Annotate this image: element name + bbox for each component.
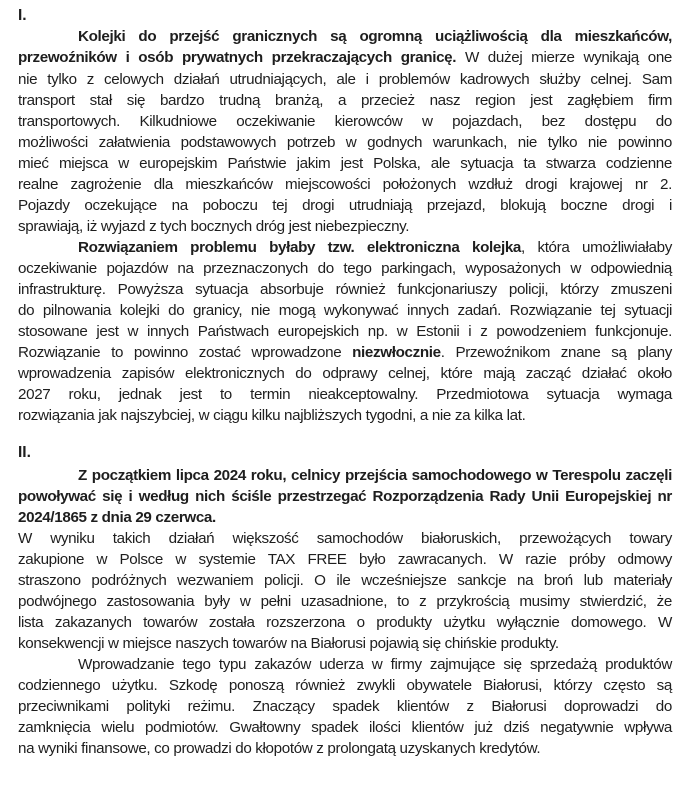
text-line: podwójnego zastosowania były w pełni uzasadnione, to z przykrością musimy stwierdzić, że [18, 592, 672, 610]
text: Rozwiązanie to powinno zostać wprowadzone [18, 343, 353, 361]
text: , która umożliwiałaby [521, 238, 672, 256]
text-line: Kolejki do przejść granicznych są ogromną uciążliwością dla mieszkańców, [78, 28, 672, 46]
bold-text: niezwłocznie [352, 343, 441, 361]
text-line: zamknięcia wielu podmiotów. Gwałtowny spadek ilości klientów już dziś negatywnie wpływa [18, 718, 672, 736]
section-1-heading: I. [18, 7, 27, 25]
text-line: konsekwencji w miejsce naszych towarów na Białorusi pojawią się chińskie produkty. [18, 634, 559, 652]
text-line: lista zakazanych towarów została rozszerzona o produkty użytku wyłącznie domowego. W [18, 613, 672, 631]
text-line: realne zagrożenie dla mieszkańców miejscowości położonych wzdłuż drogi krajowej nr 2. [18, 175, 672, 193]
text-line: transportowych. Kilkudniowe oczekiwanie kierowców w pojazdach, bez dostępu do [18, 112, 672, 130]
text-line: codziennego użytku. Szkodę ponoszą również zwykli obywatele Białorusi, którzy często są [18, 676, 672, 694]
bold-text: Rozwiązaniem problemu byłaby tzw. elektroniczna kolejka [78, 238, 522, 256]
text-line: infrastrukturę. Powyższa sytuacja absorbuje również funkcjonariuszy policji, którzy zmuszeni [18, 280, 672, 298]
text-line: do pilnowania kolejki do granicy, nie mogą wykonywać innych zadań. Rozwiązanie tej sytuacji [18, 301, 672, 319]
text-line: powoływać się i według nich ściśle przestrzegać Rozporządzenia Rady Unii Europejskiej nr [18, 487, 672, 505]
text-line [18, 47, 672, 69]
text-line: stosowane jest w innych Państwach europejskich np. w Estonii i z powodzeniem funkcjonuje. [18, 322, 672, 340]
text-line: Wprowadzanie tego typu zakazów uderza w firmy zajmujące się sprzedażą produktów [78, 655, 672, 673]
section-2-heading: II. [18, 444, 31, 462]
text-line: Pojazdy oczekujące na poboczu tej drogi utrudniają przejazd, blokują boczne drogi i [18, 196, 672, 214]
text-line: zakupione w Polsce w systemie TAX FREE było zawracanych. W razie próby odmowy [18, 550, 672, 568]
text: W dużej mierze wynikają one [456, 49, 673, 67]
text-line: Z początkiem lipca 2024 roku, celnicy przejścia samochodowego w Terespolu zaczęli [78, 466, 672, 484]
text-line: na wyniki finansowe, co prowadzi do kłopotów z prolongatą uzyskanych kredytów. [18, 740, 541, 757]
text-line: transport stał się bardzo trudną branżą, a przecież nasz region jest zagłębiem firm [18, 91, 672, 109]
text-line: W wyniku takich działań większość samochodów białoruskich, przewożących towary [18, 529, 672, 547]
text-line [78, 237, 672, 259]
text-line: nie tylko z celowych działań utrudniających, ale i problemów kadrowych służby celnej. Sam [18, 70, 672, 88]
text-line: 2027 roku, jednak jest to termin nieakceptowalny. Przedmiotowa sytuacja wymaga [18, 385, 672, 403]
text-line: wprowadzenia zapisów elektronicznych do odprawy celnej, które mają zacząć działać około [18, 364, 672, 382]
text-line: przeciwnikami polityki reżimu. Znaczący spadek klientów z Białorusi doprowadzi do [18, 697, 672, 715]
text-line: 2024/1865 z dnia 29 czerwca. [18, 508, 216, 526]
text: . Przewoźnikom znane są plany [440, 343, 672, 361]
text-line: możliwości załatwienia podstawowych potrzeb w godnych warunkach, nie tylko nie powinno [18, 133, 672, 151]
text-line: straszono podróżnych wezwaniem policji. O ile wcześniejsze sankcje na broń lub materiały [18, 571, 672, 589]
text-line: rozwiązania jak najszybciej, w ciągu kilku najbliższych tygodni, a nie za kilka lat. [18, 406, 526, 424]
text-line: sprawiają, iż wyjazd z tych bocznych dróg jest niebezpieczny. [18, 217, 410, 235]
text-line [18, 342, 672, 364]
text-line: mieć miejsca w europejskim Państwie jakim jest Polska, ale sytuacja ta stwarza codzienne [18, 154, 672, 172]
text-line: oczekiwanie pojazdów na przeznaczonych do tego parkingach, wyposażonych w odpowiednią [18, 259, 672, 277]
bold-text: przewoźników i osób prywatnych przekraczających granicę. [18, 49, 457, 67]
